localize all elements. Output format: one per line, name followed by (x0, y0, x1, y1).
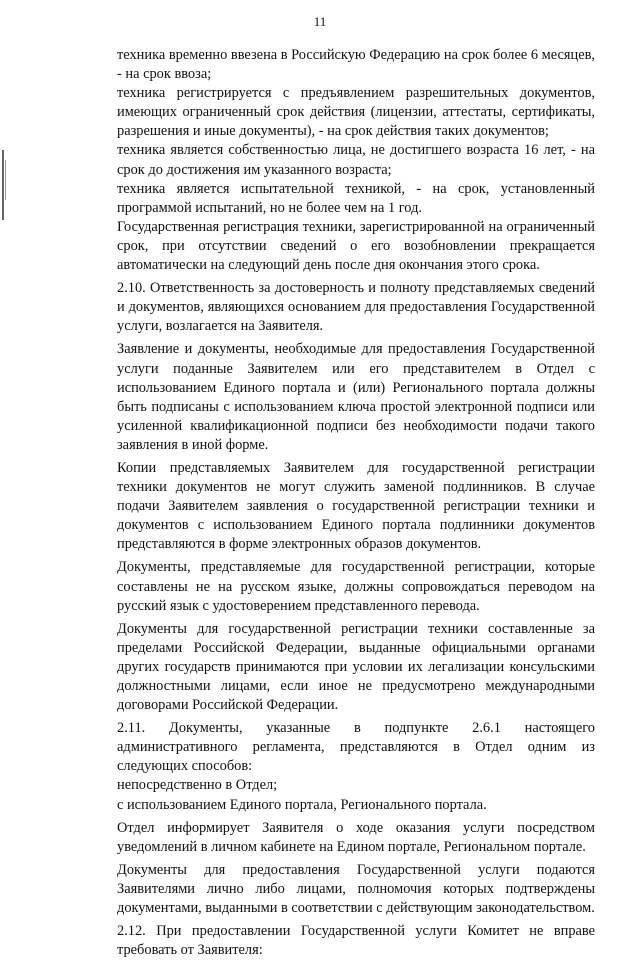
paragraph: с использованием Единого портала, Регионального портала. (117, 796, 487, 813)
paragraph: 2.10. Ответственность за достоверность и полноту представляемых сведений и документов, являющихся основанием для предоставления Государственной услуги, возлагается на Заявителя. (117, 280, 595, 335)
paragraph: техника является собственностью лица, не достигшего возраста 16 лет, - на срок до достижения им указанного возраста; (117, 142, 595, 178)
scan-edge-mark (5, 160, 6, 200)
paragraph: техника является испытательной техникой, - на срок, установленный программой испытаний, но не более чем на 1 год. (117, 180, 595, 216)
page-number: 11 (313, 14, 327, 29)
paragraph: Заявление и документы, необходимые для предоставления Государственной услуги поданные Заявителем или его представителем в Отдел с использованием Единого портала и (или) Регионального портала должны быть подписаны с использованием ключа простой электронной подписи или усиленной квалификационной подписи без необходимости подачи такого заявления в иной форме. (117, 341, 595, 453)
paragraph: 2.12. При предоставлении Государственной услуги Комитет не вправе требовать от Заявителя: (117, 923, 595, 959)
scan-edge-mark (2, 150, 4, 220)
paragraph: Копии представляемых Заявителем для государственной регистрации техники документов не могут служить заменой подлинников. В случае подачи Заявителем заявления о государственной регистрации техники и документов с использованием Единого портала подлинники документов представляются в форме электронных образов документов. (117, 459, 595, 553)
paragraph: техника временно ввезена в Российскую Федерацию на срок более 6 месяцев, - на срок ввоза; (117, 47, 595, 83)
paragraph: Отдел информирует Заявителя о ходе оказания услуги посредством уведомлений в личном кабинете на Едином портале, Региональном портале. (117, 819, 595, 855)
paragraph: Государственная регистрация техники, зарегистрированной на ограниченный срок, при отсутствии сведений о его возобновлении прекращается автоматически на следующий день после дня окончания этого срока. (117, 218, 595, 274)
paragraph: Документы для предоставления Государственной услуги подаются Заявителями лично либо лицами, полномочия которых подтверждены документами, выданными в соответствии с действующим законодательством. (117, 861, 595, 917)
scan-edge-marks (0, 0, 8, 905)
paragraph: техника регистрируется с предъявлением разрешительных документов, имеющих ограниченный срок действия (лицензии, аттестаты, сертификаты, разрешения и иные документы), - на срок действия таких документов; (117, 85, 595, 140)
paragraph: Документы, представляемые для государственной регистрации, которые составлены не на русском языке, должны сопровождаться переводом на русский язык с удостоверением представленного перевода. (117, 559, 595, 614)
paragraph: 2.11. Документы, указанные в подпункте 2.6.1 настоящего административного регламента, представляются в Отдел одним из следующих способов: (117, 720, 595, 775)
paragraph: непосредственно в Отдел; (117, 777, 278, 794)
paragraph: Документы для государственной регистрации техники составленные за пределами Российской Федерации, выданные официальными органами других государств принимаются при условии их легализации консульскими должностными лицами, если иное не предусмотрено международными договорами Российской Федерации. (117, 620, 595, 714)
document-body (117, 46, 595, 960)
